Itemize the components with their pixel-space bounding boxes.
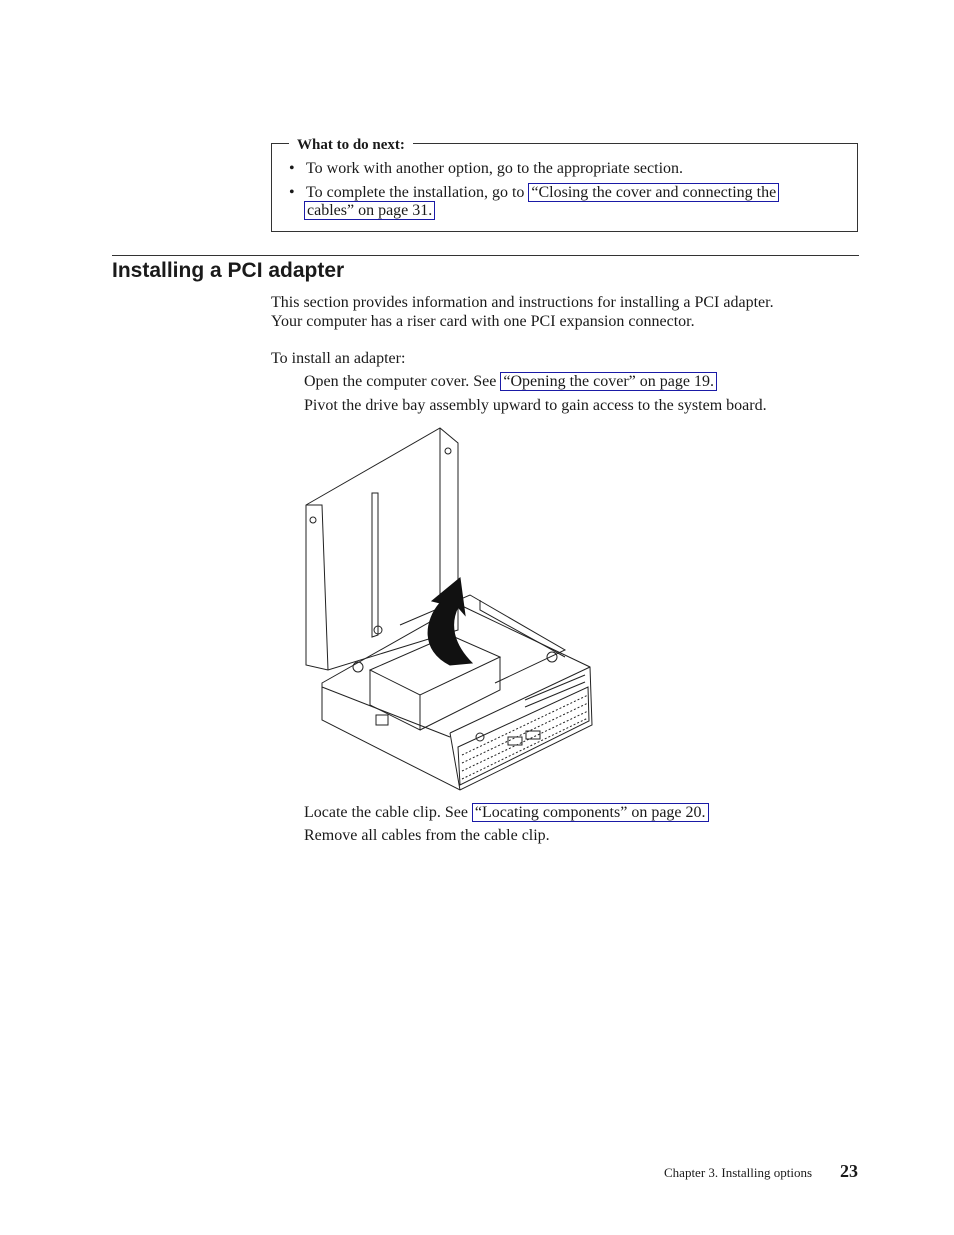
step-3 <box>304 803 709 822</box>
next-item-2-prefix: To complete the installation, go to <box>306 184 529 201</box>
closing-cover-link[interactable]: “Closing the cover and connecting the <box>528 183 779 202</box>
page-number: 23 <box>840 1161 858 1181</box>
step-2: Pivot the drive bay assembly upward to gain access to the system board. <box>304 397 767 414</box>
step-1-prefix: Open the computer cover. See <box>304 373 501 390</box>
next-steps-title: What to do next: <box>289 136 413 154</box>
closing-cover-link-cont[interactable]: cables” on page 31. <box>304 201 435 220</box>
step-1 <box>304 372 717 391</box>
intro-line-1: This section provides information and instructions for installing a PCI adapter. <box>271 294 774 311</box>
bullet-dot: • <box>289 160 295 177</box>
intro-line-2: Your computer has a riser card with one PCI expansion connector. <box>271 313 695 330</box>
step-3-prefix: Locate the cable clip. See <box>304 804 472 821</box>
footer-chapter: Chapter 3. Installing options <box>664 1165 813 1180</box>
opening-cover-link[interactable]: “Opening the cover” on page 19. <box>500 372 717 391</box>
install-lead: To install an adapter: <box>271 350 406 367</box>
next-item-2-cont <box>304 201 435 220</box>
section-rule <box>112 255 859 256</box>
bullet-dot: • <box>289 184 295 201</box>
locating-components-link[interactable]: “Locating components” on page 20. <box>472 803 709 822</box>
next-item-1 <box>289 159 684 178</box>
section-heading: Installing a PCI adapter <box>112 259 345 282</box>
step-4: Remove all cables from the cable clip. <box>304 827 550 844</box>
next-item-2 <box>289 183 779 202</box>
next-item-1-text: To work with another option, go to the appropriate section. <box>306 160 684 177</box>
drive-bay-illustration <box>300 425 600 795</box>
